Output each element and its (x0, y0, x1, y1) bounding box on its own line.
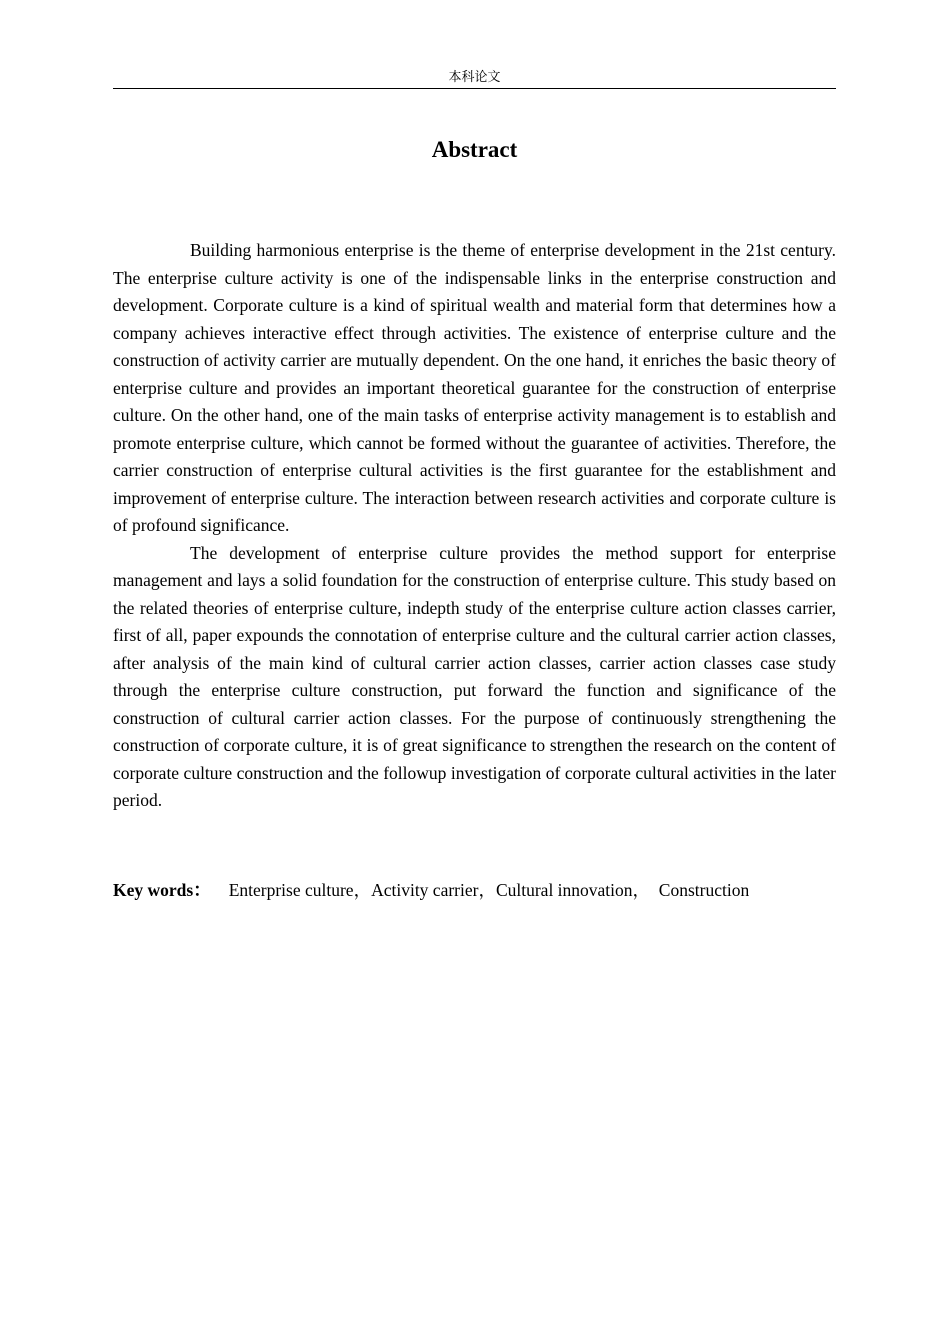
abstract-paragraph-1: Building harmonious enterprise is the theme of enterprise development in the 21st century. The enterprise culture activity is one of the indispensable links in the enterprise construction and development. Corporate culture is a kind of spiritual wealth and material form that determines how a company achieves interactive effect through activities. The existence of enterprise culture and the construction of activity carrier are mutually dependent. On the one hand, it enriches the basic theory of enterprise culture and provides an important theoretical guarantee for the construction of enterprise culture. On the other hand, one of the main tasks of enterprise activity management is to establish and promote enterprise culture, which cannot be formed without the guarantee of activities. Therefore, the carrier construction of enterprise cultural activities is the first guarantee for the establishment and improvement of enterprise culture. The interaction between research activities and corporate culture is of profound significance. (113, 240, 836, 535)
running-header (113, 68, 836, 89)
page-title: Abstract (431, 137, 518, 162)
keywords-list: Enterprise culture，Activity carrier，Cultural innovation， Construction (228, 880, 750, 900)
keywords-label: Key words： (113, 880, 211, 900)
abstract-paragraph-2: The development of enterprise culture provides the method support for enterprise management and lays a solid foundation for the construction of enterprise culture. This study based on the related theories of enterprise culture, indepth study of the enterprise culture action classes carrier, first of all, paper expounds the connotation of enterprise culture and the cultural carrier action classes, after analysis of the main kind of cultural carrier action classes, carrier action classes case study through the enterprise culture construction, put forward the function and significance of the construction of cultural carrier action classes. For the purpose of continuously strengthening the construction of corporate culture, it is of great significance to strengthen the research on the content of corporate culture construction and the followup investigation of corporate cultural activities in the later period. (113, 542, 836, 810)
keywords-line (113, 877, 836, 905)
abstract-body (113, 237, 836, 815)
running-header-title: 本科论文 (448, 70, 501, 85)
